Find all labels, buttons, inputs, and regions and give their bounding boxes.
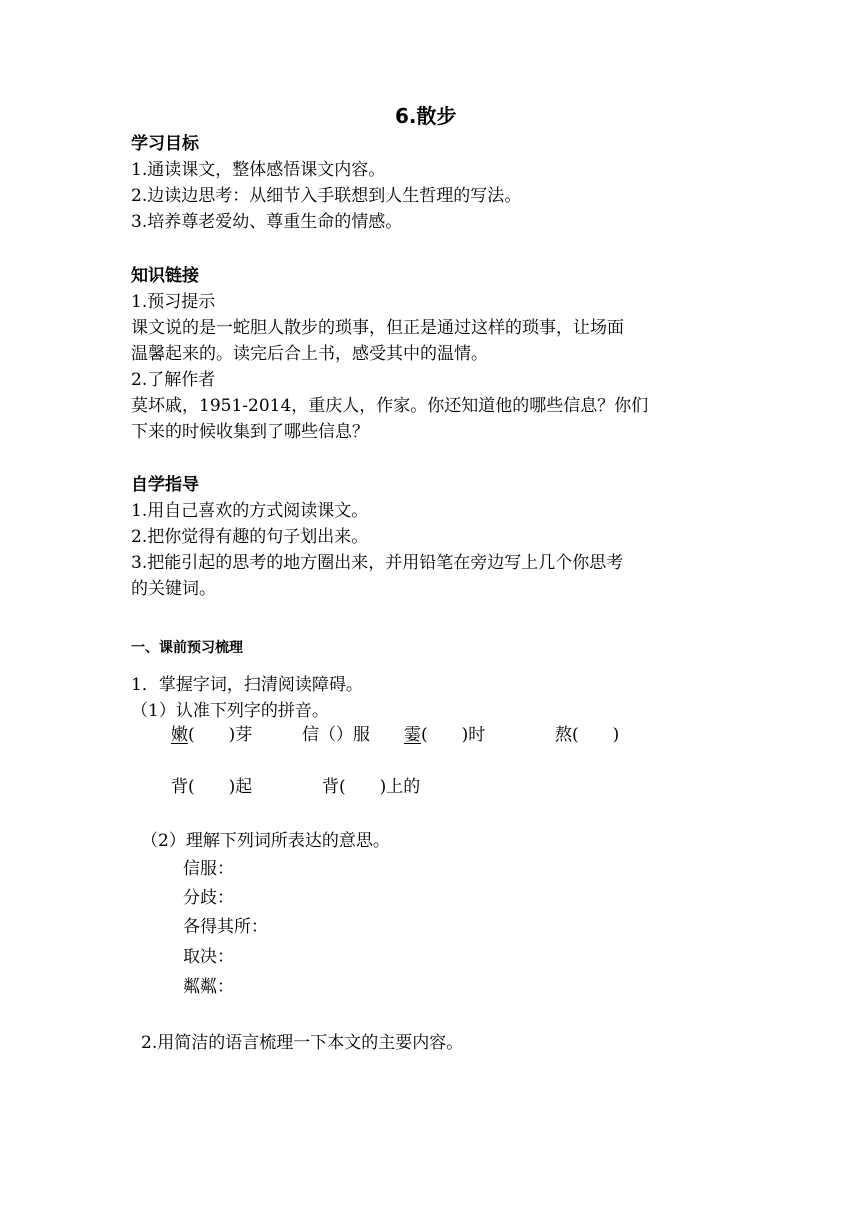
pinyin-blank: 信（）服 [302, 725, 370, 745]
goal-item: 3.培养尊老爱幼、尊重生命的情感。 [131, 212, 403, 232]
pinyin-item [171, 723, 252, 747]
goals-heading: 学习目标 [131, 134, 199, 154]
question-1-2: （2）理解下列词所表达的意思。 [141, 831, 390, 851]
goal-item: 1.通读课文，整体感悟课文内容。 [131, 160, 386, 180]
knowledge-heading: 知识链接 [131, 266, 199, 286]
pinyin-char: 霎 [404, 725, 421, 745]
question-2: 2.用简洁的语言梳理一下本文的主要内容。 [141, 1033, 464, 1053]
word-item: 粼粼： [183, 977, 234, 997]
preview-tip-text: 温馨起来的。读完后合上书，感受其中的温情。 [131, 344, 488, 364]
preview-tip-text: 课文说的是一蛇胆人散步的琐事，但正是通过这样的琐事，让场面 [131, 318, 624, 338]
question-1-1: （1）认准下列字的拼音。 [131, 701, 329, 721]
word-item: 取决： [183, 947, 234, 967]
word-item: 信服： [183, 859, 234, 879]
word-item: 分歧： [183, 888, 234, 908]
question-1: 1．掌握字词，扫清阅读障碍。 [131, 675, 363, 695]
word-item: 各得其所： [183, 917, 268, 937]
pinyin-blank: ( )时 [421, 725, 486, 745]
guide-item: 1.用自己喜欢的方式阅读课文。 [131, 501, 369, 521]
page-title: 6.散步 [395, 104, 457, 128]
preview-tip-title: 1.预习提示 [131, 292, 216, 312]
pinyin-item: 背( )上的 [322, 777, 421, 797]
author-text: 莫坏戚，1951-2014，重庆人，作家。你还知道他的哪些信息？你们 [131, 396, 649, 416]
pinyin-item: 背( )起 [171, 777, 253, 797]
pinyin-item [302, 723, 370, 747]
author-title: 2.了解作者 [131, 370, 216, 390]
guide-heading: 自学指导 [131, 475, 199, 495]
guide-item: 2.把你觉得有趣的句子划出来。 [131, 527, 369, 547]
pinyin-char: 嫩 [171, 725, 188, 745]
guide-item: 3.把能引起的思考的地方圈出来，并用铅笔在旁边写上几个你思考 [131, 553, 624, 573]
pinyin-item [404, 723, 485, 747]
section-heading: 一、课前预习梳理 [131, 640, 243, 656]
pinyin-blank: ( )芽 [188, 725, 253, 745]
pinyin-blank: 熬( ) [555, 725, 620, 745]
pinyin-item [555, 723, 619, 747]
goal-item: 2.边读边思考：从细节入手联想到人生哲理的写法。 [131, 186, 522, 206]
guide-item: 的关键词。 [131, 579, 216, 599]
author-text: 下来的时候收集到了哪些信息？ [131, 422, 369, 442]
